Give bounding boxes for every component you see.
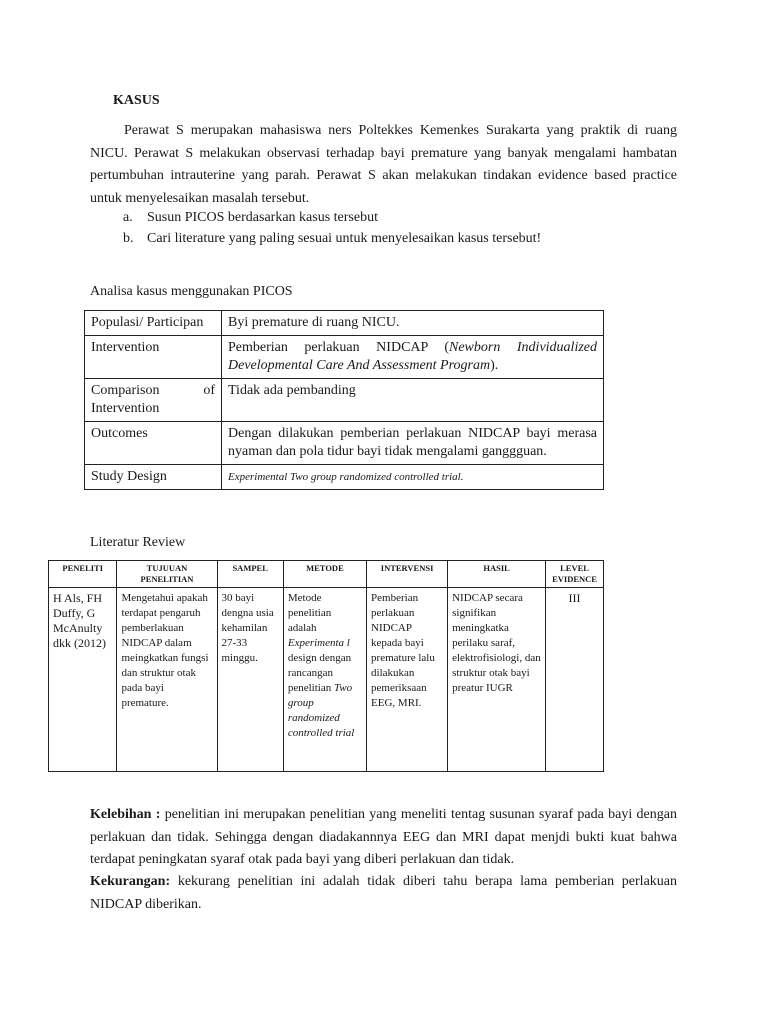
intervention-text: Pemberian perlakuan NIDCAP ( <box>228 340 449 355</box>
disadvantages-text: kekurang penelitian ini adalah tidak diberi tahu berapa lama pemberian perlakuan NIDCAP diberikan. <box>90 874 677 912</box>
comparison-label-line <box>91 382 215 400</box>
case-paragraph <box>90 120 677 210</box>
advantages-paragraph <box>90 804 677 872</box>
table-cell: III <box>546 588 604 772</box>
table-cell: Outcomes <box>85 422 222 465</box>
column-header: METODE <box>283 561 366 588</box>
table-cell: Experimental Two group randomized controlled trial. <box>222 465 604 490</box>
comparison-label-of: of <box>203 383 215 398</box>
table-cell: NIDCAP secara signifikan meningkatka perilaku saraf, elektrofisiologi, dan struktur otak bayi preatur IUGR <box>448 588 546 772</box>
picos-table <box>84 310 604 490</box>
disadvantages-label: Kekurangan: <box>90 874 171 889</box>
method-italic: Experimenta l <box>287 637 350 649</box>
table-row <box>85 422 604 465</box>
table-row <box>85 465 604 490</box>
table-row <box>85 379 604 422</box>
method-text-mid: design dengan rancangan penelitian <box>287 652 352 694</box>
table-cell: Intervention <box>85 336 222 379</box>
disadvantages-paragraph <box>90 871 677 916</box>
list-text: Cari literature yang paling sesuai untuk menyelesaikan kasus tersebut! <box>147 231 542 246</box>
list-text: Susun PICOS berdasarkan kasus tersebut <box>147 210 378 225</box>
case-paragraph-text: Perawat S merupakan mahasiswa ners Poltekkes Kemenkes Surakarta yang praktik di ruang NICU. Perawat S melakukan observasi terhadap bayi premature yang banyak mengalami hambatan pertumbuhan intrauterine yang parah. Perawat S akan melakukan tindakan evidence based practice untuk menyelesaikan masalah tersebut. <box>90 123 677 206</box>
table-cell <box>283 588 366 772</box>
column-header: HASIL <box>448 561 546 588</box>
advantages-label: Kelebihan : <box>90 807 161 822</box>
table-cell: Byi premature di ruang NICU. <box>222 311 604 336</box>
table-row <box>85 336 604 379</box>
table-cell: Pemberian perlakuan NIDCAP kepada bayi premature lalu dilakukan pemeriksaan EEG, MRI. <box>367 588 448 772</box>
question-list <box>123 207 683 249</box>
comparison-label-intervention: Intervention <box>91 401 160 416</box>
method-text: Metode penelitian adalah <box>287 592 332 634</box>
table-row <box>85 311 604 336</box>
intervention-italic: Newborn Individualized Developmental Care And Assessment Program <box>228 340 597 373</box>
table-cell: Dengan dilakukan pemberian perlakuan NIDCAP bayi merasa nyaman dan pola tidur bayi tidak mengalami ganggguan. <box>222 422 604 465</box>
table-cell: Populasi/ Participan <box>85 311 222 336</box>
table-cell: Tidak ada pembanding <box>222 379 604 422</box>
case-heading: KASUS <box>113 93 160 108</box>
list-marker: a. <box>123 210 133 225</box>
table-cell: H Als, FH Duffy, G McAnulty dkk (2012) <box>49 588 117 772</box>
column-header: INTERVENSI <box>367 561 448 588</box>
table-cell: Mengetahui apakah terdapat pengaruh pemberlakuan NIDCAP dalam meingkatkan fungsi dan struktur otak pada bayi premature. <box>117 588 217 772</box>
column-header: SAMPEL <box>217 561 283 588</box>
table-cell <box>222 336 604 379</box>
list-item <box>123 207 683 228</box>
list-item <box>123 228 683 249</box>
method-italic-design: Two group randomized controlled trial <box>287 682 355 739</box>
literature-table <box>48 560 604 772</box>
comparison-label: Comparison <box>91 383 160 398</box>
table-header-row <box>49 561 604 588</box>
table-cell: Study Design <box>85 465 222 490</box>
column-header: PENELITI <box>49 561 117 588</box>
intervention-text-end: ). <box>490 358 499 373</box>
table-cell <box>85 379 222 422</box>
advantages-text: penelitian ini merupakan penelitian yang meneliti tentag susunan syaraf pada bayi dengan perlakuan dan tidak. Sehingga dengan diadakannnya EEG dan MRI dapat menjdi bukti kuat bahwa terdapat peningkatan syaraf otak pada bayi yang diberi perlakuan dan tidak. <box>90 807 677 867</box>
literature-title: Literatur Review <box>90 535 186 550</box>
table-row <box>49 588 604 772</box>
list-marker: b. <box>123 231 134 246</box>
column-header: LEVEL EVIDENCE <box>546 561 604 588</box>
picos-title: Analisa kasus menggunakan PICOS <box>90 284 293 299</box>
table-cell: 30 bayi dengna usia kehamilan 27-33 minggu. <box>217 588 283 772</box>
column-header: TUJUUAN PENELITIAN <box>117 561 217 588</box>
